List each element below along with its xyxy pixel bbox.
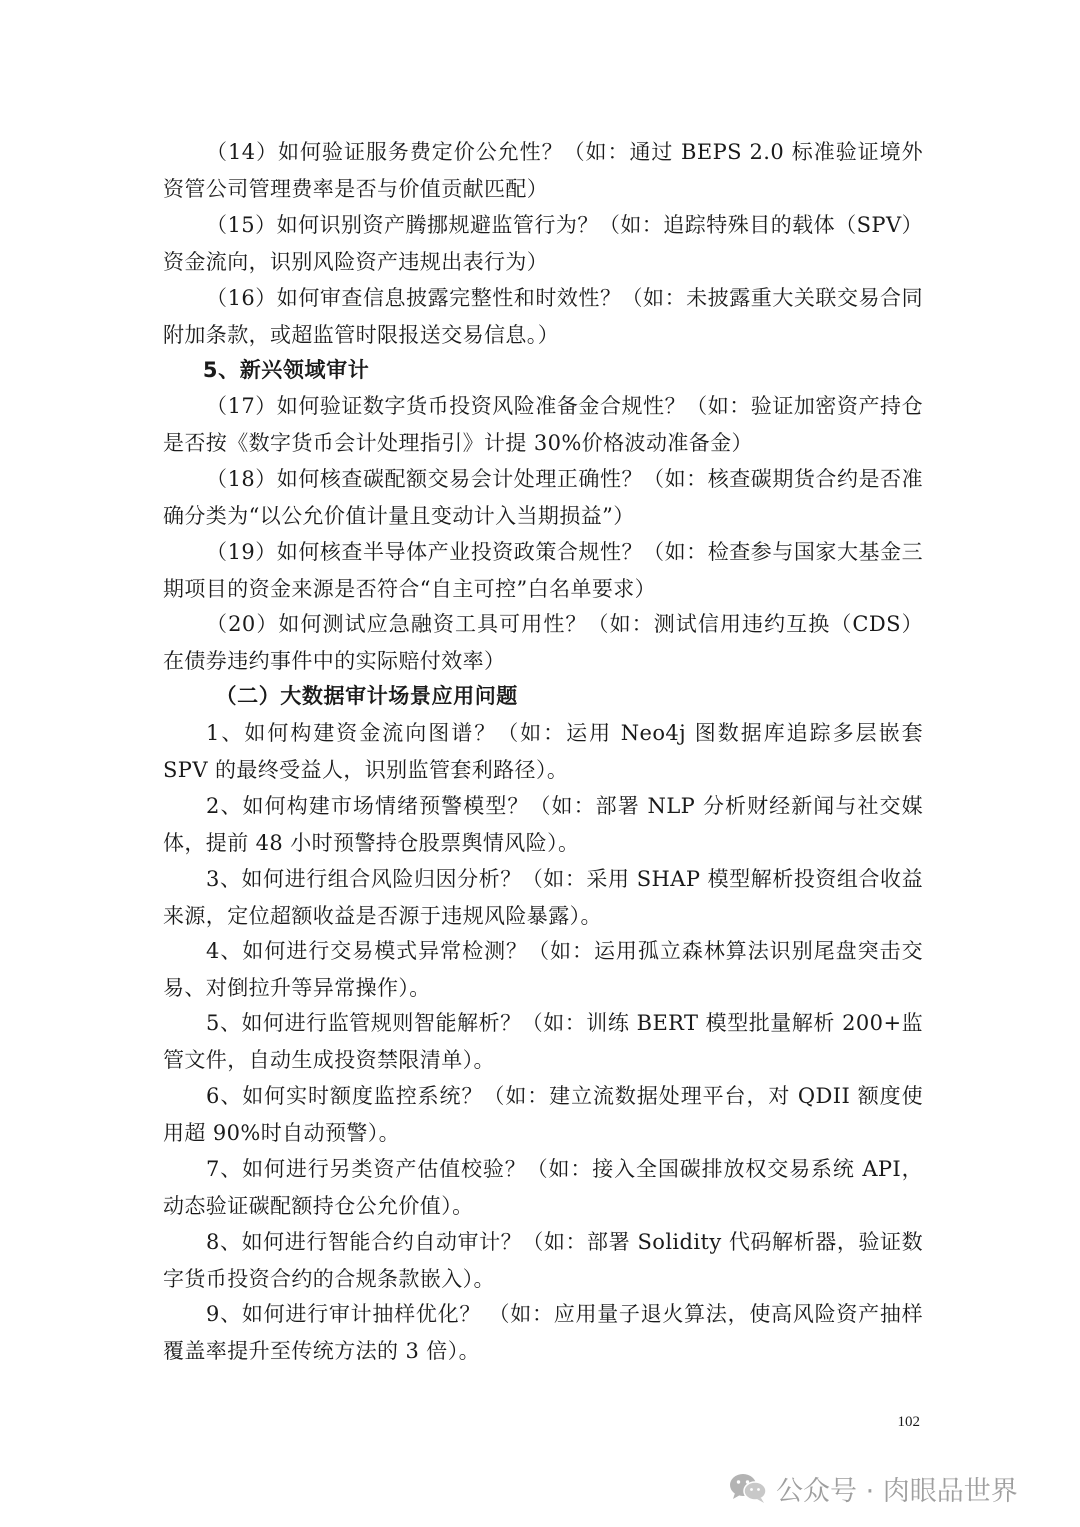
list-item-9: 9、如何进行审计抽样优化？ （如：应用量子退火算法，使高风险资产抽样覆盖率提升至传统方法的 3 倍）。 xyxy=(163,1302,923,1363)
section-heading-emerging-fields: 5、新兴领域审计 xyxy=(202,358,370,382)
list-item-1: 1、如何构建资金流向图谱？（如：运用 Neo4j 图数据库追踪多层嵌套 SPV 的最终受益人，识别监管套利路径）。 xyxy=(163,721,923,782)
watermark-text: 公众号 · 肉眼品世界 xyxy=(776,1475,1018,1507)
list-item-8: 8、如何进行智能合约自动审计？（如：部署 Solidity 代码解析器，验证数字货币投资合约的合规条款嵌入）。 xyxy=(163,1230,923,1291)
list-item-7: 7、如何进行另类资产估值校验？（如：接入全国碳排放权交易系统 API，动态验证碳配额持仓公允价值）。 xyxy=(163,1157,923,1218)
paragraph-14: （14）如何验证服务费定价公允性？（如：通过 BEPS 2.0 标准验证境外资管公司管理费率是否与价值贡献匹配） xyxy=(163,140,923,201)
paragraph-17: （17）如何验证数字货币投资风险准备金合规性？（如：验证加密资产持仓是否按《数字货币会计处理指引》计提 30%价格波动准备金） xyxy=(163,394,923,455)
paragraph-19: （19）如何核查半导体产业投资政策合规性？（如：检查参与国家大基金三期项目的资金来源是否符合“自主可控”白名单要求） xyxy=(163,540,923,601)
paragraph-15: （15）如何识别资产腾挪规避监管行为？（如：追踪特殊目的载体（SPV）资金流向，识别风险资产违规出表行为） xyxy=(163,213,923,274)
paragraph-16: （16）如何审查信息披露完整性和时效性？（如：未披露重大关联交易合同附加条款，或超监管时限报送交易信息。） xyxy=(163,286,923,347)
paragraph-18: （18）如何核查碳配额交易会计处理正确性？（如：核查碳期货合约是否准确分类为“以公允价值计量且变动计入当期损益”） xyxy=(163,467,923,528)
wechat-icon xyxy=(728,1472,768,1504)
paragraph-20: （20）如何测试应急融资工具可用性？（如：测试信用违约互换（CDS）在债券违约事件中的实际赔付效率） xyxy=(163,612,923,673)
list-item-6: 6、如何实时额度监控系统？（如：建立流数据处理平台，对 QDII 额度使用超 90%时自动预警）。 xyxy=(163,1084,923,1145)
list-item-5: 5、如何进行监管规则智能解析？（如：训练 BERT 模型批量解析 200+监管文件，自动生成投资禁限清单）。 xyxy=(163,1011,923,1072)
watermark xyxy=(728,1468,1018,1508)
page-number: 102 xyxy=(897,1414,920,1430)
list-item-2: 2、如何构建市场情绪预警模型？（如：部署 NLP 分析财经新闻与社交媒体，提前 48 小时预警持仓股票舆情风险）。 xyxy=(163,794,923,855)
list-item-4: 4、如何进行交易模式异常检测？（如：运用孤立森林算法识别尾盘突击交易、对倒拉升等异常操作）。 xyxy=(163,939,923,1000)
section-heading-big-data: （二）大数据审计场景应用问题 xyxy=(215,684,518,708)
list-item-3: 3、如何进行组合风险归因分析？（如：采用 SHAP 模型解析投资组合收益来源，定位超额收益是否源于违规风险暴露）。 xyxy=(163,867,923,928)
